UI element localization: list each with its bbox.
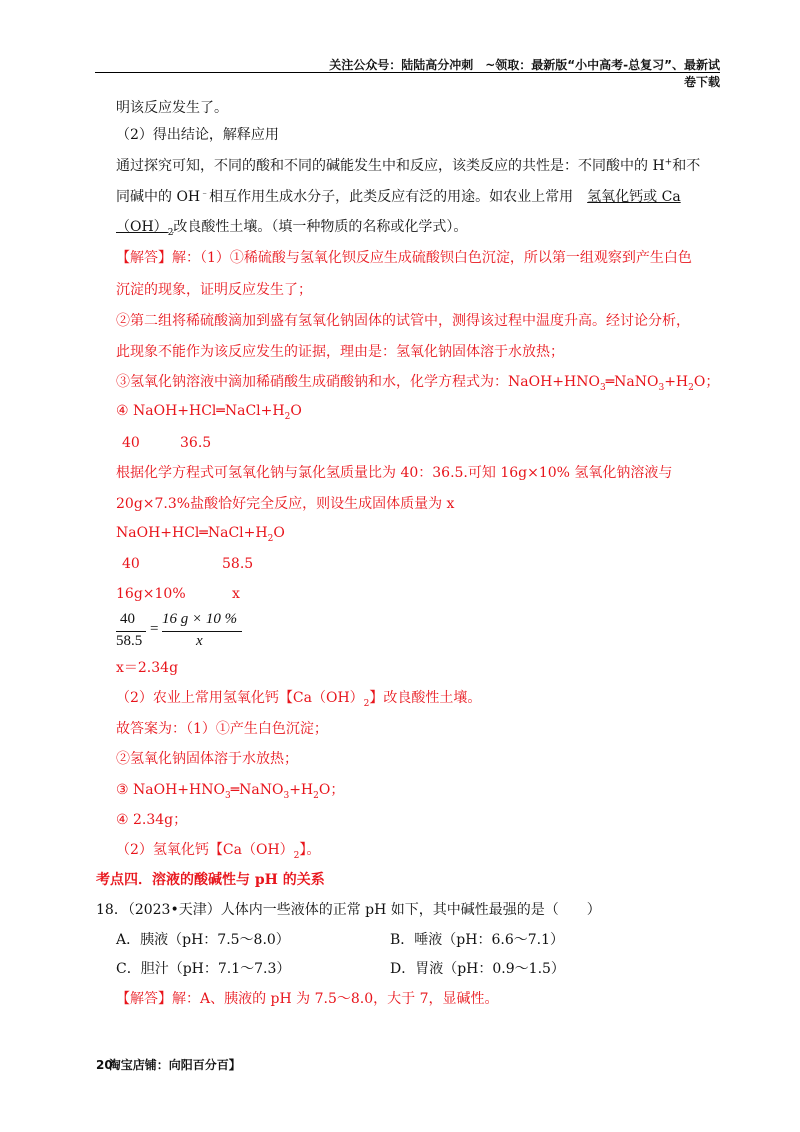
answer-line: ③氢氧化钠溶液中滴加稀硝酸生成硝酸钠和水，化学方程式为：$NaOH+HNO_3═NaNO_3+H_2O$； xyxy=(116,374,720,393)
fraction-equals: = xyxy=(150,621,159,637)
answer-line: ②氢氧化钠固体溶于水放热； xyxy=(116,751,298,767)
answer-line: ③ $NaOH+HNO_3═NaNO_3+H_2O$； xyxy=(116,782,345,801)
text-line: 同碱中的 OH﹣相互作用生成水分子，此类反应有泛的用途。如农业上常用 氢氧化钙或 Ca xyxy=(116,188,681,205)
fraction-bar xyxy=(162,631,242,632)
header-rule xyxy=(95,72,720,73)
answer-line: 故答案为：（1）①产生白色沉淀； xyxy=(116,721,328,737)
fraction-bar xyxy=(116,631,146,632)
page-footer xyxy=(96,1056,241,1073)
option-a: A．胰液（pH：7.5～8.0） xyxy=(116,932,290,948)
answer-line: ②第二组将稀硫酸滴加到盛有氢氧化钠固体的试管中，测得该过程中温度升高。经讨论分析， xyxy=(116,313,690,329)
answer-line: 16g×10% xyxy=(116,586,186,602)
answer-line: 【解答】解：（1）①稀硫酸与氢氧化钡反应生成硫酸钡白色沉淀，所以第一组观察到产生白色 xyxy=(116,250,692,266)
answer-line: 40 xyxy=(122,435,140,451)
answer-line: 36.5 xyxy=(180,435,212,451)
section-heading: 考点四．溶液的酸碱性与 pH 的关系 xyxy=(96,872,325,888)
text-line: （2）得出结论，解释应用 xyxy=(116,127,279,143)
answer-line: （2）氢氧化钙【$Ca(OH)_2$】。 xyxy=(116,842,321,861)
fraction-right-denominator: x xyxy=(196,633,203,649)
fraction-left-denominator: 58.5 xyxy=(116,633,143,649)
page-header: 关注公众号：陆陆高分冲刺 ~领取：最新版“小中高考-总复习”、最新试卷下载 xyxy=(329,58,720,89)
page-number: 20 xyxy=(96,1058,113,1072)
answer-line: 根据化学方程式可氢氧化钠与氯化氢质量比为 40：36.5.可知 16g×10% 氢氧化钠溶液与 xyxy=(116,465,673,481)
answer-blank: $(OH)_2$ xyxy=(116,219,174,238)
fraction-equation xyxy=(116,611,246,651)
answer-blank: 氢氧化钙或 Ca xyxy=(587,189,681,205)
answer-line: 【解答】解：A、胰液的 pH 为 7.5～8.0，大于 7，显碱性。 xyxy=(116,991,499,1007)
answer-line: 20g×7.3%盐酸恰好完全反应，则设生成固体质量为 x xyxy=(116,496,455,512)
answer-line: 40 xyxy=(122,556,140,572)
answer-line: 58.5 xyxy=(222,556,254,572)
question-stem: 18．（2023•天津）人体内一些液体的正常 pH 如下，其中碱性最强的是（ ） xyxy=(96,902,601,918)
shop-name: 淘宝店铺：向阳百分百】 xyxy=(108,1058,241,1072)
answer-line: $NaOH+HCl═NaCl+H_2O$ xyxy=(116,525,285,544)
option-b: B．唾液（pH：6.6～7.1） xyxy=(390,932,564,948)
text-line: $(OH)_2$改良酸性土壤。（填一种物质的名称或化学式）。 xyxy=(116,219,468,238)
answer-line: 此现象不能作为该反应发生的证据，理由是：氢氧化钠固体溶于水放热； xyxy=(116,344,564,360)
answer-line: ④ 2.34g； xyxy=(116,812,188,828)
text-line: 明该反应发生了。 xyxy=(116,100,228,116)
answer-line: x＝2.34g xyxy=(116,660,179,676)
option-c: C．胆汁（pH：7.1～7.3） xyxy=(116,961,291,977)
answer-line: （2）农业上常用氢氧化钙【$Ca(OH)_2$】改良酸性土壤。 xyxy=(116,690,482,709)
option-d: D．胃液（pH：0.9～1.5） xyxy=(390,961,565,977)
fraction-right-numerator: 16 g × 10 % xyxy=(162,611,238,627)
answer-line: 沉淀的现象，证明反应发生了； xyxy=(116,282,312,298)
fraction-left-numerator: 40 xyxy=(120,611,135,627)
answer-line: ④ $NaOH+HCl═NaCl+H_2O$ xyxy=(116,403,302,422)
answer-line: x xyxy=(232,586,240,602)
text-line: 通过探究可知，不同的酸和不同的碱能发生中和反应，该类反应的共性是：不同酸中的 H+和不 xyxy=(116,157,701,174)
